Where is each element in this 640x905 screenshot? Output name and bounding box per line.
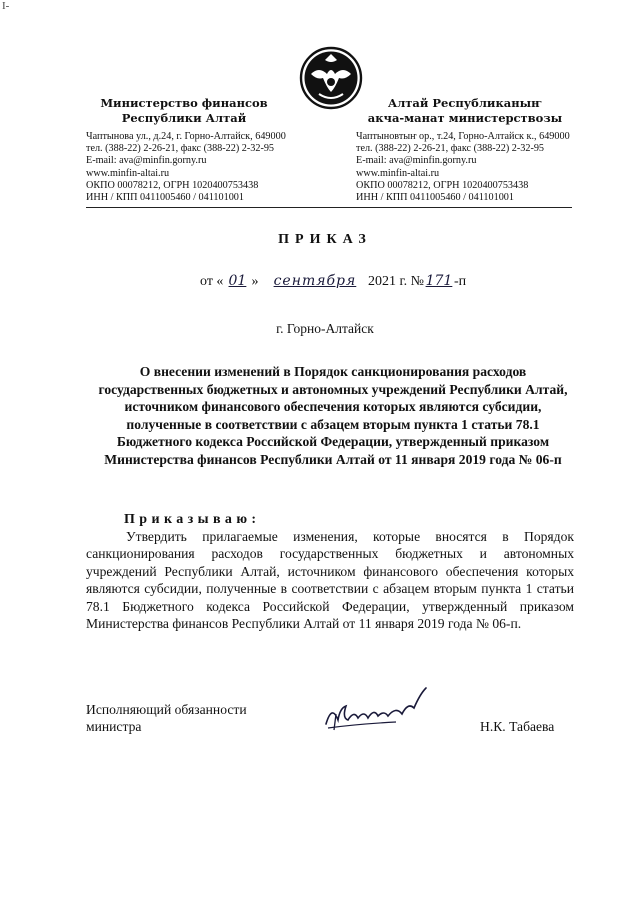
order-subject: О внесении изменений в Порядок санкционирования расходов государственных бюджетных и автономных учреждений Республики Алтай, источником финансового обеспечения которых являются субсидии, полученные в соответствии с абзацем вторым пункта 1 статьи 78.1 Бюджетного кодекса Российской Федерации, утвержденный приказом Министерства финансов Республики Алтай от 11 января 2019 года № 06-п xyxy=(98,364,568,467)
contacts-russian xyxy=(86,131,286,204)
position-line1: Исполняющий обязанности xyxy=(86,702,247,717)
handwritten-signature xyxy=(318,684,436,736)
number-prefix: № xyxy=(410,274,424,289)
number-suffix: -п xyxy=(453,274,467,289)
phone-fax: тел. (388-22) 2-26-21, факс (388-22) 2-32-95 xyxy=(356,143,545,155)
order-date-number xyxy=(200,273,466,290)
order-body: Утвердить прилагаемые изменения, которые вносятся в Порядок санкционирования расходов государственных бюджетных и автономных учреждений Республики Алтай, источником финансового обеспечения которых являются субсидии, полученные в соответствии с абзацем вторым пункта 1 статьи 78.1 Бюджетного кодекса Российской Федерации, утвержденный приказом Министерства финансов Республики Алтай от 11 января 2019 года № 06-п. xyxy=(86,529,574,632)
year-text: 2021 г. xyxy=(367,274,408,289)
okpo-ogrn: ОКПО 00078212, ОГРН 1020400753438 xyxy=(356,179,529,191)
coat-of-arms-emblem xyxy=(299,44,363,112)
handwritten-day: 01 xyxy=(228,273,247,289)
signatory-position xyxy=(86,701,247,736)
position-line2: министра xyxy=(86,719,142,735)
signatory-name: Н.К. Табаева xyxy=(480,719,555,734)
website: www.minfin-altai.ru xyxy=(356,167,440,179)
handwritten-number: 171 xyxy=(425,273,453,289)
document-title: ПРИКАЗ xyxy=(278,232,372,247)
ministry-name-ru-line2: Республики Алтай xyxy=(121,111,247,125)
ministry-name-ru-line1: Министерство финансов xyxy=(100,96,268,110)
phone-fax: тел. (388-22) 2-26-21, факс (388-22) 2-32-95 xyxy=(86,143,275,155)
address: Чаптыновтыҥ ор., т.24, Горно-Алтайск к., 649000 xyxy=(356,131,570,142)
date-prefix: от « xyxy=(200,274,224,289)
city-name: г. Горно-Алтайск xyxy=(276,321,374,336)
ministry-name-russian xyxy=(86,96,282,126)
order-directive-word: Приказываю: xyxy=(124,512,261,527)
okpo-ogrn: ОКПО 00078212, ОГРН 1020400753438 xyxy=(86,179,259,191)
date-quote-close: » xyxy=(251,274,259,289)
email: E-mail: ava@minfin.gorny.ru xyxy=(356,155,477,167)
contacts-altai xyxy=(356,131,570,204)
header-divider xyxy=(86,207,572,208)
website: www.minfin-altai.ru xyxy=(86,167,170,179)
page-corner-mark: I- xyxy=(2,0,10,12)
inn-kpp: ИНН / КПП 0411005460 / 041101001 xyxy=(86,192,244,204)
address: Чаптынова ул., д.24, г. Горно-Алтайск, 649000 xyxy=(86,131,286,142)
ministry-name-alt-line2: акча-манат министерствозы xyxy=(367,111,563,125)
handwritten-month: сентября xyxy=(273,273,357,289)
ministry-name-alt-line1: Алтай Республиканыҥ xyxy=(387,96,543,110)
inn-kpp: ИНН / КПП 0411005460 / 041101001 xyxy=(356,192,514,204)
email: E-mail: ava@minfin.gorny.ru xyxy=(86,155,207,167)
ministry-name-altai xyxy=(360,96,570,126)
